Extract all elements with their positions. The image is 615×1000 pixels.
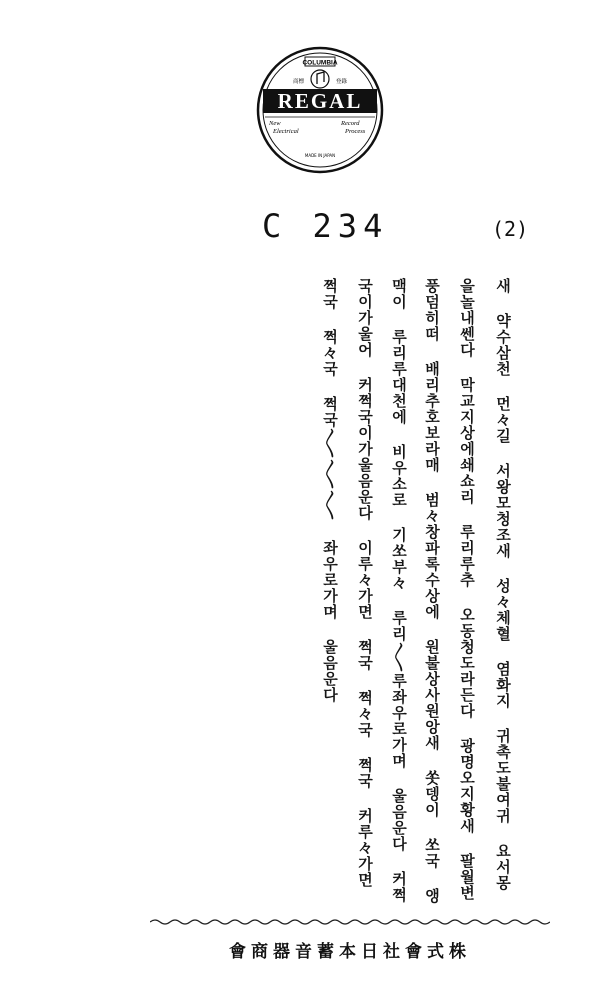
- logo-small-left: 商標: [293, 79, 305, 85]
- logo-left-subtext-2: Electrical: [273, 128, 299, 135]
- lyric-column: 쩍국 쩍々국 쩍국〱〱〱 좌우로가며 울음운다: [321, 278, 339, 703]
- lyric-column: 국이가울어 커쩍국이가울음운다 이루々가면 쩍국 쩍々국 쩍국 커루々가면: [356, 278, 374, 888]
- logo-right-subtext-2: Process: [345, 128, 366, 135]
- logo-left-subtext-1: New: [269, 120, 281, 127]
- logo-top-badge: COLUMBIA: [302, 59, 338, 67]
- logo-bottom-small: MADE IN JAPAN: [304, 153, 336, 158]
- lyric-column: 맥이 루리루대천에 비우소로 기쏘부々 루리〱루좌우로가며 울음운다 커쩍: [390, 278, 408, 903]
- side-number: (2): [492, 217, 529, 241]
- catalog-number: C 234: [262, 207, 389, 245]
- company-name: 會商器音蓄本日社會式株: [229, 942, 471, 962]
- lyric-column: 풍덤히떠 배리추호보라매 범々창파록수상에 원불상사원앙새 쏫뎅이 쏘국 앵: [423, 278, 441, 904]
- footer-divider: [150, 918, 550, 926]
- logo-brand-text: REGAL: [277, 89, 363, 113]
- logo-right-subtext-1: Record: [341, 120, 360, 127]
- logo-small-right: 登錄: [336, 79, 348, 85]
- lyric-column: 을놀내쎈다 막교지상에쇄쇼리 루리루추 오동청도라든다 광명오지황새 팔월변: [458, 278, 476, 901]
- lyric-column: 새 약수삼천 먼々길 서왕모청조새 성々체혈 염화지 귀촉도불여귀 요서몽: [494, 278, 512, 891]
